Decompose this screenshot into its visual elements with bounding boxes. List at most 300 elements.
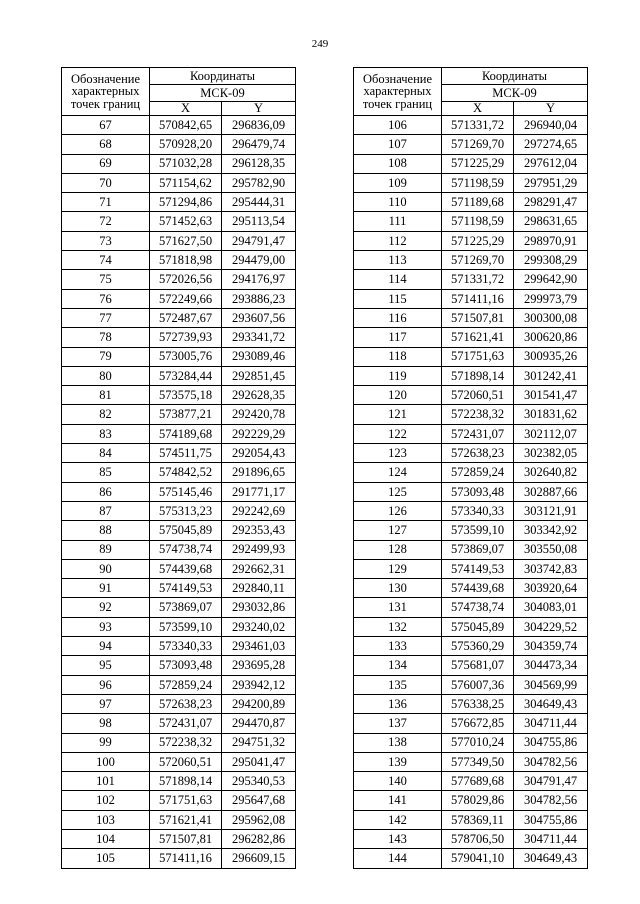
x-coordinate-cell: 571627,50 bbox=[150, 231, 222, 250]
y-coordinate-cell: 294470,87 bbox=[222, 714, 296, 733]
table-row bbox=[62, 791, 296, 810]
x-coordinate-cell: 570928,20 bbox=[150, 135, 222, 154]
x-coordinate-cell: 571751,63 bbox=[150, 791, 222, 810]
y-coordinate-cell: 303742,83 bbox=[514, 559, 588, 578]
x-coordinate-cell: 572638,23 bbox=[442, 444, 514, 463]
y-coordinate-cell: 300935,26 bbox=[514, 347, 588, 366]
point-id-cell: 104 bbox=[62, 829, 150, 848]
x-coordinate-cell: 573005,76 bbox=[150, 347, 222, 366]
point-id-cell: 112 bbox=[354, 231, 442, 250]
page-number: 249 bbox=[311, 38, 329, 50]
x-coordinate-cell: 571032,28 bbox=[150, 154, 222, 173]
coordinate-system-header: МСК-09 bbox=[150, 85, 296, 102]
point-id-cell: 77 bbox=[62, 308, 150, 327]
table-body-left bbox=[62, 116, 296, 869]
table-row bbox=[62, 733, 296, 752]
point-id-cell: 143 bbox=[354, 829, 442, 848]
y-coordinate-cell: 301831,62 bbox=[514, 405, 588, 424]
point-id-cell: 88 bbox=[62, 521, 150, 540]
table-row bbox=[354, 251, 588, 270]
table-row bbox=[354, 405, 588, 424]
y-coordinate-cell: 295782,90 bbox=[222, 173, 296, 192]
y-coordinate-cell: 301541,47 bbox=[514, 386, 588, 405]
x-coordinate-cell: 577010,24 bbox=[442, 733, 514, 752]
point-id-cell: 67 bbox=[62, 116, 150, 135]
y-coordinate-cell: 303342,92 bbox=[514, 521, 588, 540]
designation-header-line: точек границ bbox=[362, 96, 433, 111]
x-coordinate-cell: 571225,29 bbox=[442, 231, 514, 250]
y-coordinate-cell: 304649,43 bbox=[514, 694, 588, 713]
point-id-cell: 98 bbox=[62, 714, 150, 733]
y-coordinate-cell: 292420,78 bbox=[222, 405, 296, 424]
table-row bbox=[62, 656, 296, 675]
point-id-cell: 107 bbox=[354, 135, 442, 154]
point-id-cell: 122 bbox=[354, 424, 442, 443]
x-coordinate-cell: 572431,07 bbox=[150, 714, 222, 733]
y-coordinate-cell: 294200,89 bbox=[222, 694, 296, 713]
x-coordinate-cell: 574439,68 bbox=[442, 579, 514, 598]
y-coordinate-cell: 293461,03 bbox=[222, 637, 296, 656]
y-coordinate-cell: 296940,04 bbox=[514, 116, 588, 135]
y-coordinate-cell: 292229,29 bbox=[222, 424, 296, 443]
y-coordinate-cell: 302112,07 bbox=[514, 424, 588, 443]
point-id-cell: 96 bbox=[62, 675, 150, 694]
x-coordinate-cell: 572431,07 bbox=[442, 424, 514, 443]
x-coordinate-cell: 572060,51 bbox=[442, 386, 514, 405]
y-coordinate-cell: 304359,74 bbox=[514, 637, 588, 656]
y-coordinate-cell: 298970,91 bbox=[514, 231, 588, 250]
table-row bbox=[354, 116, 588, 135]
x-coordinate-cell: 574738,74 bbox=[442, 598, 514, 617]
y-coordinate-cell: 303920,64 bbox=[514, 579, 588, 598]
point-id-cell: 89 bbox=[62, 540, 150, 559]
point-id-cell: 95 bbox=[62, 656, 150, 675]
x-coordinate-cell: 571411,16 bbox=[150, 849, 222, 868]
y-coordinate-cell: 293695,28 bbox=[222, 656, 296, 675]
x-coordinate-cell: 572026,56 bbox=[150, 270, 222, 289]
x-coordinate-cell: 573340,33 bbox=[150, 637, 222, 656]
y-coordinate-cell: 304083,01 bbox=[514, 598, 588, 617]
point-id-cell: 141 bbox=[354, 791, 442, 810]
point-id-cell: 115 bbox=[354, 289, 442, 308]
table-row bbox=[354, 521, 588, 540]
point-id-cell: 133 bbox=[354, 637, 442, 656]
point-id-cell: 124 bbox=[354, 463, 442, 482]
x-coordinate-cell: 571507,81 bbox=[150, 829, 222, 848]
table-row bbox=[354, 328, 588, 347]
x-coordinate-cell: 578029,86 bbox=[442, 791, 514, 810]
y-column-header: Y bbox=[514, 102, 588, 116]
point-id-cell: 142 bbox=[354, 810, 442, 829]
y-coordinate-cell: 294479,00 bbox=[222, 251, 296, 270]
table-row bbox=[354, 617, 588, 636]
y-coordinate-cell: 291771,17 bbox=[222, 482, 296, 501]
x-coordinate-cell: 571225,29 bbox=[442, 154, 514, 173]
point-id-cell: 79 bbox=[62, 347, 150, 366]
y-coordinate-cell: 303121,91 bbox=[514, 501, 588, 520]
y-coordinate-cell: 304782,56 bbox=[514, 791, 588, 810]
table-row bbox=[354, 752, 588, 771]
x-coordinate-cell: 574149,53 bbox=[442, 559, 514, 578]
y-coordinate-cell: 295340,53 bbox=[222, 772, 296, 791]
point-id-cell: 116 bbox=[354, 308, 442, 327]
designation-header bbox=[354, 68, 442, 116]
x-coordinate-cell: 575045,89 bbox=[442, 617, 514, 636]
coordinates-header: Координаты bbox=[442, 68, 588, 85]
x-coordinate-cell: 571898,14 bbox=[442, 366, 514, 385]
x-coordinate-cell: 572638,23 bbox=[150, 694, 222, 713]
y-coordinate-cell: 292840,11 bbox=[222, 579, 296, 598]
point-id-cell: 108 bbox=[354, 154, 442, 173]
table-row bbox=[354, 366, 588, 385]
designation-header-line: характерных bbox=[71, 84, 140, 99]
table-row bbox=[62, 231, 296, 250]
table-row bbox=[62, 752, 296, 771]
designation-header bbox=[62, 68, 150, 116]
x-coordinate-cell: 571331,72 bbox=[442, 270, 514, 289]
table-row bbox=[62, 463, 296, 482]
y-coordinate-cell: 298291,47 bbox=[514, 193, 588, 212]
x-coordinate-cell: 571621,41 bbox=[442, 328, 514, 347]
x-coordinate-cell: 571751,63 bbox=[442, 347, 514, 366]
table-row bbox=[62, 444, 296, 463]
y-coordinate-cell: 299308,29 bbox=[514, 251, 588, 270]
y-coordinate-cell: 293032,86 bbox=[222, 598, 296, 617]
table-row bbox=[354, 656, 588, 675]
point-id-cell: 129 bbox=[354, 559, 442, 578]
y-coordinate-cell: 304229,52 bbox=[514, 617, 588, 636]
table-row bbox=[62, 212, 296, 231]
table-row bbox=[62, 482, 296, 501]
y-coordinate-cell: 302382,05 bbox=[514, 444, 588, 463]
y-coordinate-cell: 293942,12 bbox=[222, 675, 296, 694]
table-row bbox=[354, 212, 588, 231]
x-coordinate-cell: 578369,11 bbox=[442, 810, 514, 829]
y-coordinate-cell: 295113,54 bbox=[222, 212, 296, 231]
x-coordinate-cell: 571818,98 bbox=[150, 251, 222, 270]
point-id-cell: 138 bbox=[354, 733, 442, 752]
designation-header-line: точек границ bbox=[70, 96, 141, 111]
point-id-cell: 134 bbox=[354, 656, 442, 675]
y-coordinate-cell: 304569,99 bbox=[514, 675, 588, 694]
x-coordinate-cell: 574842,52 bbox=[150, 463, 222, 482]
table-row bbox=[354, 540, 588, 559]
point-id-cell: 90 bbox=[62, 559, 150, 578]
x-coordinate-cell: 571621,41 bbox=[150, 810, 222, 829]
table-row bbox=[62, 540, 296, 559]
point-id-cell: 92 bbox=[62, 598, 150, 617]
table-row bbox=[354, 829, 588, 848]
y-coordinate-cell: 293240,02 bbox=[222, 617, 296, 636]
point-id-cell: 75 bbox=[62, 270, 150, 289]
x-coordinate-cell: 571269,70 bbox=[442, 251, 514, 270]
x-coordinate-cell: 571198,59 bbox=[442, 173, 514, 192]
x-coordinate-cell: 571154,62 bbox=[150, 173, 222, 192]
x-coordinate-cell: 571198,59 bbox=[442, 212, 514, 231]
x-coordinate-cell: 575145,46 bbox=[150, 482, 222, 501]
y-coordinate-cell: 298631,65 bbox=[514, 212, 588, 231]
y-coordinate-cell: 300300,08 bbox=[514, 308, 588, 327]
y-coordinate-cell: 295444,31 bbox=[222, 193, 296, 212]
y-coordinate-cell: 295041,47 bbox=[222, 752, 296, 771]
table-row bbox=[354, 733, 588, 752]
y-coordinate-cell: 295962,08 bbox=[222, 810, 296, 829]
point-id-cell: 114 bbox=[354, 270, 442, 289]
point-id-cell: 102 bbox=[62, 791, 150, 810]
table-row bbox=[62, 289, 296, 308]
point-id-cell: 135 bbox=[354, 675, 442, 694]
table-row bbox=[62, 251, 296, 270]
table-row bbox=[354, 135, 588, 154]
y-coordinate-cell: 299642,90 bbox=[514, 270, 588, 289]
point-id-cell: 81 bbox=[62, 386, 150, 405]
y-coordinate-cell: 293607,56 bbox=[222, 308, 296, 327]
x-coordinate-cell: 576007,36 bbox=[442, 675, 514, 694]
table-row bbox=[62, 694, 296, 713]
table-row bbox=[354, 154, 588, 173]
table-row bbox=[62, 714, 296, 733]
table-row bbox=[354, 501, 588, 520]
x-coordinate-cell: 575313,23 bbox=[150, 501, 222, 520]
table-row bbox=[62, 521, 296, 540]
table-row bbox=[354, 270, 588, 289]
table-row bbox=[62, 675, 296, 694]
point-id-cell: 69 bbox=[62, 154, 150, 173]
x-coordinate-cell: 573599,10 bbox=[150, 617, 222, 636]
point-id-cell: 139 bbox=[354, 752, 442, 771]
designation-header-line: характерных bbox=[363, 84, 432, 99]
x-coordinate-cell: 572238,32 bbox=[150, 733, 222, 752]
point-id-cell: 86 bbox=[62, 482, 150, 501]
point-id-cell: 71 bbox=[62, 193, 150, 212]
x-coordinate-cell: 573599,10 bbox=[442, 521, 514, 540]
table-row bbox=[354, 386, 588, 405]
table-row bbox=[62, 598, 296, 617]
table-row bbox=[354, 791, 588, 810]
x-coordinate-cell: 578706,50 bbox=[442, 829, 514, 848]
y-coordinate-cell: 304791,47 bbox=[514, 772, 588, 791]
table-row bbox=[62, 829, 296, 848]
y-column-header: Y bbox=[222, 102, 296, 116]
point-id-cell: 125 bbox=[354, 482, 442, 501]
point-id-cell: 85 bbox=[62, 463, 150, 482]
table-row bbox=[354, 463, 588, 482]
x-coordinate-cell: 571331,72 bbox=[442, 116, 514, 135]
x-coordinate-cell: 576338,25 bbox=[442, 694, 514, 713]
table-row bbox=[62, 366, 296, 385]
table-body-right bbox=[354, 116, 588, 869]
table-row bbox=[354, 849, 588, 868]
point-id-cell: 70 bbox=[62, 173, 150, 192]
coordinates-header: Координаты bbox=[150, 68, 296, 85]
y-coordinate-cell: 297951,29 bbox=[514, 173, 588, 192]
y-coordinate-cell: 297274,65 bbox=[514, 135, 588, 154]
table-row bbox=[354, 579, 588, 598]
y-coordinate-cell: 304755,86 bbox=[514, 810, 588, 829]
point-id-cell: 94 bbox=[62, 637, 150, 656]
y-coordinate-cell: 292499,93 bbox=[222, 540, 296, 559]
table-row bbox=[354, 173, 588, 192]
point-id-cell: 100 bbox=[62, 752, 150, 771]
y-coordinate-cell: 304782,56 bbox=[514, 752, 588, 771]
point-id-cell: 131 bbox=[354, 598, 442, 617]
x-coordinate-cell: 571411,16 bbox=[442, 289, 514, 308]
y-coordinate-cell: 295647,68 bbox=[222, 791, 296, 810]
table-row bbox=[62, 849, 296, 868]
x-coordinate-cell: 571452,63 bbox=[150, 212, 222, 231]
table-row bbox=[62, 559, 296, 578]
x-coordinate-cell: 572060,51 bbox=[150, 752, 222, 771]
table-row bbox=[62, 386, 296, 405]
y-coordinate-cell: 296479,74 bbox=[222, 135, 296, 154]
point-id-cell: 109 bbox=[354, 173, 442, 192]
table-row bbox=[354, 675, 588, 694]
y-coordinate-cell: 293341,72 bbox=[222, 328, 296, 347]
y-coordinate-cell: 294176,97 bbox=[222, 270, 296, 289]
point-id-cell: 68 bbox=[62, 135, 150, 154]
table-row bbox=[354, 308, 588, 327]
table-row bbox=[354, 193, 588, 212]
x-coordinate-cell: 571189,68 bbox=[442, 193, 514, 212]
x-coordinate-cell: 571898,14 bbox=[150, 772, 222, 791]
y-coordinate-cell: 301242,41 bbox=[514, 366, 588, 385]
point-id-cell: 82 bbox=[62, 405, 150, 424]
point-id-cell: 113 bbox=[354, 251, 442, 270]
table-row bbox=[62, 772, 296, 791]
table-row bbox=[354, 424, 588, 443]
y-coordinate-cell: 292628,35 bbox=[222, 386, 296, 405]
table-row bbox=[354, 714, 588, 733]
x-coordinate-cell: 577689,68 bbox=[442, 772, 514, 791]
x-coordinate-cell: 574439,68 bbox=[150, 559, 222, 578]
y-coordinate-cell: 302640,82 bbox=[514, 463, 588, 482]
y-coordinate-cell: 292242,69 bbox=[222, 501, 296, 520]
y-coordinate-cell: 292851,45 bbox=[222, 366, 296, 385]
x-coordinate-cell: 572238,32 bbox=[442, 405, 514, 424]
coordinate-system-header: МСК-09 bbox=[442, 85, 588, 102]
point-id-cell: 127 bbox=[354, 521, 442, 540]
x-coordinate-cell: 572859,24 bbox=[150, 675, 222, 694]
point-id-cell: 136 bbox=[354, 694, 442, 713]
table-row bbox=[62, 173, 296, 192]
point-id-cell: 140 bbox=[354, 772, 442, 791]
point-id-cell: 93 bbox=[62, 617, 150, 636]
x-coordinate-cell: 575681,07 bbox=[442, 656, 514, 675]
table-row bbox=[62, 116, 296, 135]
y-coordinate-cell: 294791,47 bbox=[222, 231, 296, 250]
point-id-cell: 119 bbox=[354, 366, 442, 385]
table-row bbox=[354, 694, 588, 713]
table-row bbox=[62, 637, 296, 656]
y-coordinate-cell: 293089,46 bbox=[222, 347, 296, 366]
designation-header-line: Обозначение bbox=[70, 71, 141, 86]
point-id-cell: 111 bbox=[354, 212, 442, 231]
y-coordinate-cell: 296282,86 bbox=[222, 829, 296, 848]
table-row bbox=[354, 559, 588, 578]
x-column-header: X bbox=[150, 102, 222, 116]
y-coordinate-cell: 300620,86 bbox=[514, 328, 588, 347]
coordinates-table-left bbox=[61, 67, 296, 869]
y-coordinate-cell: 299973,79 bbox=[514, 289, 588, 308]
point-id-cell: 83 bbox=[62, 424, 150, 443]
y-coordinate-cell: 304649,43 bbox=[514, 849, 588, 868]
point-id-cell: 99 bbox=[62, 733, 150, 752]
table-row bbox=[62, 579, 296, 598]
x-coordinate-cell: 573093,48 bbox=[442, 482, 514, 501]
point-id-cell: 120 bbox=[354, 386, 442, 405]
table-row bbox=[354, 444, 588, 463]
point-id-cell: 80 bbox=[62, 366, 150, 385]
table-row bbox=[62, 810, 296, 829]
table-row bbox=[62, 328, 296, 347]
point-id-cell: 106 bbox=[354, 116, 442, 135]
point-id-cell: 137 bbox=[354, 714, 442, 733]
table-row bbox=[62, 424, 296, 443]
x-coordinate-cell: 572859,24 bbox=[442, 463, 514, 482]
y-coordinate-cell: 292054,43 bbox=[222, 444, 296, 463]
point-id-cell: 130 bbox=[354, 579, 442, 598]
y-coordinate-cell: 304473,34 bbox=[514, 656, 588, 675]
y-coordinate-cell: 303550,08 bbox=[514, 540, 588, 559]
x-coordinate-cell: 570842,65 bbox=[150, 116, 222, 135]
y-coordinate-cell: 302887,66 bbox=[514, 482, 588, 501]
point-id-cell: 76 bbox=[62, 289, 150, 308]
x-coordinate-cell: 576672,85 bbox=[442, 714, 514, 733]
y-coordinate-cell: 304711,44 bbox=[514, 714, 588, 733]
y-coordinate-cell: 292353,43 bbox=[222, 521, 296, 540]
table-row bbox=[62, 135, 296, 154]
point-id-cell: 110 bbox=[354, 193, 442, 212]
x-coordinate-cell: 575045,89 bbox=[150, 521, 222, 540]
x-coordinate-cell: 571269,70 bbox=[442, 135, 514, 154]
x-coordinate-cell: 573877,21 bbox=[150, 405, 222, 424]
point-id-cell: 126 bbox=[354, 501, 442, 520]
point-id-cell: 118 bbox=[354, 347, 442, 366]
table-row bbox=[62, 617, 296, 636]
designation-header-line: Обозначение bbox=[362, 71, 433, 86]
x-coordinate-cell: 573869,07 bbox=[150, 598, 222, 617]
x-coordinate-cell: 573575,18 bbox=[150, 386, 222, 405]
point-id-cell: 74 bbox=[62, 251, 150, 270]
point-id-cell: 103 bbox=[62, 810, 150, 829]
x-column-header: X bbox=[442, 102, 514, 116]
point-id-cell: 84 bbox=[62, 444, 150, 463]
y-coordinate-cell: 296609,15 bbox=[222, 849, 296, 868]
table-row bbox=[354, 637, 588, 656]
table-row bbox=[62, 270, 296, 289]
x-coordinate-cell: 575360,29 bbox=[442, 637, 514, 656]
point-id-cell: 97 bbox=[62, 694, 150, 713]
y-coordinate-cell: 291896,65 bbox=[222, 463, 296, 482]
x-coordinate-cell: 574149,53 bbox=[150, 579, 222, 598]
x-coordinate-cell: 574511,75 bbox=[150, 444, 222, 463]
point-id-cell: 78 bbox=[62, 328, 150, 347]
x-coordinate-cell: 577349,50 bbox=[442, 752, 514, 771]
point-id-cell: 128 bbox=[354, 540, 442, 559]
table-row bbox=[354, 289, 588, 308]
table-row bbox=[62, 405, 296, 424]
table-row bbox=[62, 154, 296, 173]
x-coordinate-cell: 572249,66 bbox=[150, 289, 222, 308]
x-coordinate-cell: 572487,67 bbox=[150, 308, 222, 327]
x-coordinate-cell: 573093,48 bbox=[150, 656, 222, 675]
y-coordinate-cell: 293886,23 bbox=[222, 289, 296, 308]
y-coordinate-cell: 304755,86 bbox=[514, 733, 588, 752]
x-coordinate-cell: 573284,44 bbox=[150, 366, 222, 385]
table-row bbox=[62, 308, 296, 327]
table-row bbox=[354, 772, 588, 791]
point-id-cell: 72 bbox=[62, 212, 150, 231]
